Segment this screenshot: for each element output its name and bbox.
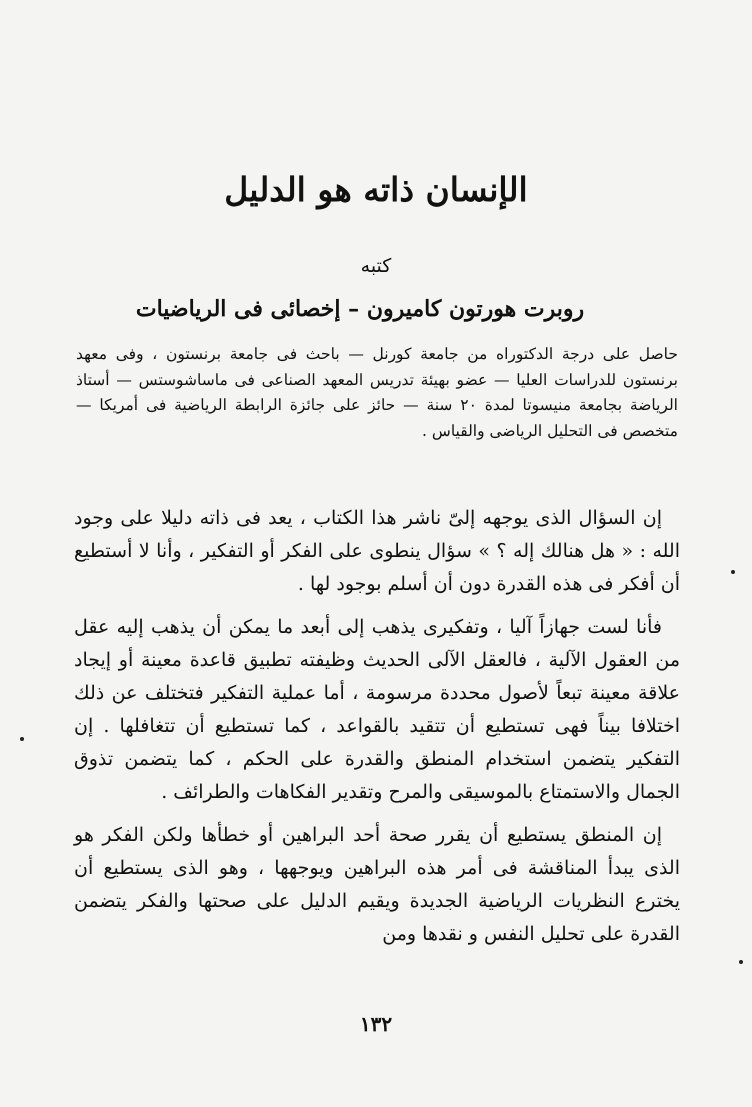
paragraph: فأنا لست جهازاً آليا ، وتفكيرى يذهب إلى أبعد ما يمكن أن يذهب إليه عقل من العقول الآلية ، فالعقل الآلى الحديث وظيفته تطبيق قاعدة معينة أو إيجاد علاقة معينة تبعاً لأصول محددة مرسومة ، أما عملية التفكير فتختلف عن ذلك اختلافا بيناً فهى تستطيع أن تتقيد بالقواعد ، كما تستطيع أن تتغافلها . إن التفكير يتضمن استخدام المنطق والقدرة على الحكم ، كما يتضمن تذوق الجمال والاستمتاع بالموسيقى والمرح وتقدير الفكاهات والطرائف . (74, 616, 681, 803)
author-name: روبرت هورتون كاميرون – إخصائى فى الرياضيات (135, 296, 585, 322)
scan-speck (20, 737, 24, 741)
paragraph: إن السؤال الذى يوجهه إلىّ ناشر هذا الكتاب ، يعد فى ذاته دليلا على وجود الله : « هل هنالك إله ؟ » سؤال ينطوى على الفكر أو التفكير ، وأنا لا أستطيع أن أفكر فى هذه القدرة دون أن أسلم بوجود لها . (74, 507, 680, 595)
byline: كتبه (360, 255, 392, 277)
author-bio: حاصل على درجة الدكتوراه من جامعة كورنل — باحث فى جامعة برنستون ، وفى معهد برنستون للدراسات العليا — عضو بهيئة تدريس المعهد الصناعى فى ماساشوستس — أستاذ الرياضة بجامعة منيسوتا لمدة ٢٠ سنة — حائز على جائزة الرابطة الرياضية فى أمريكا — متخصص فى التحليل الرياضى والقياس . (76, 345, 678, 440)
page-number: ١٣٢ (359, 1012, 393, 1036)
scan-speck (739, 960, 743, 964)
paragraph: إن المنطق يستطيع أن يقرر صحة أحد البراهين أو خطأها ولكن الفكر هو الذى يبدأ المناقشة فى أمر هذه البراهين ويوجهها ، وهو الذى يستطيع أن يخترع النظريات الرياضية الجديدة ويقيم الدليل على صحتها والفكر يتضمن القدرة على تحليل النفس و نقدها ومن (74, 824, 680, 945)
scan-speck (731, 570, 735, 574)
chapter-title: الإنسان ذاته هو الدليل (224, 170, 528, 209)
body-text (74, 502, 680, 961)
